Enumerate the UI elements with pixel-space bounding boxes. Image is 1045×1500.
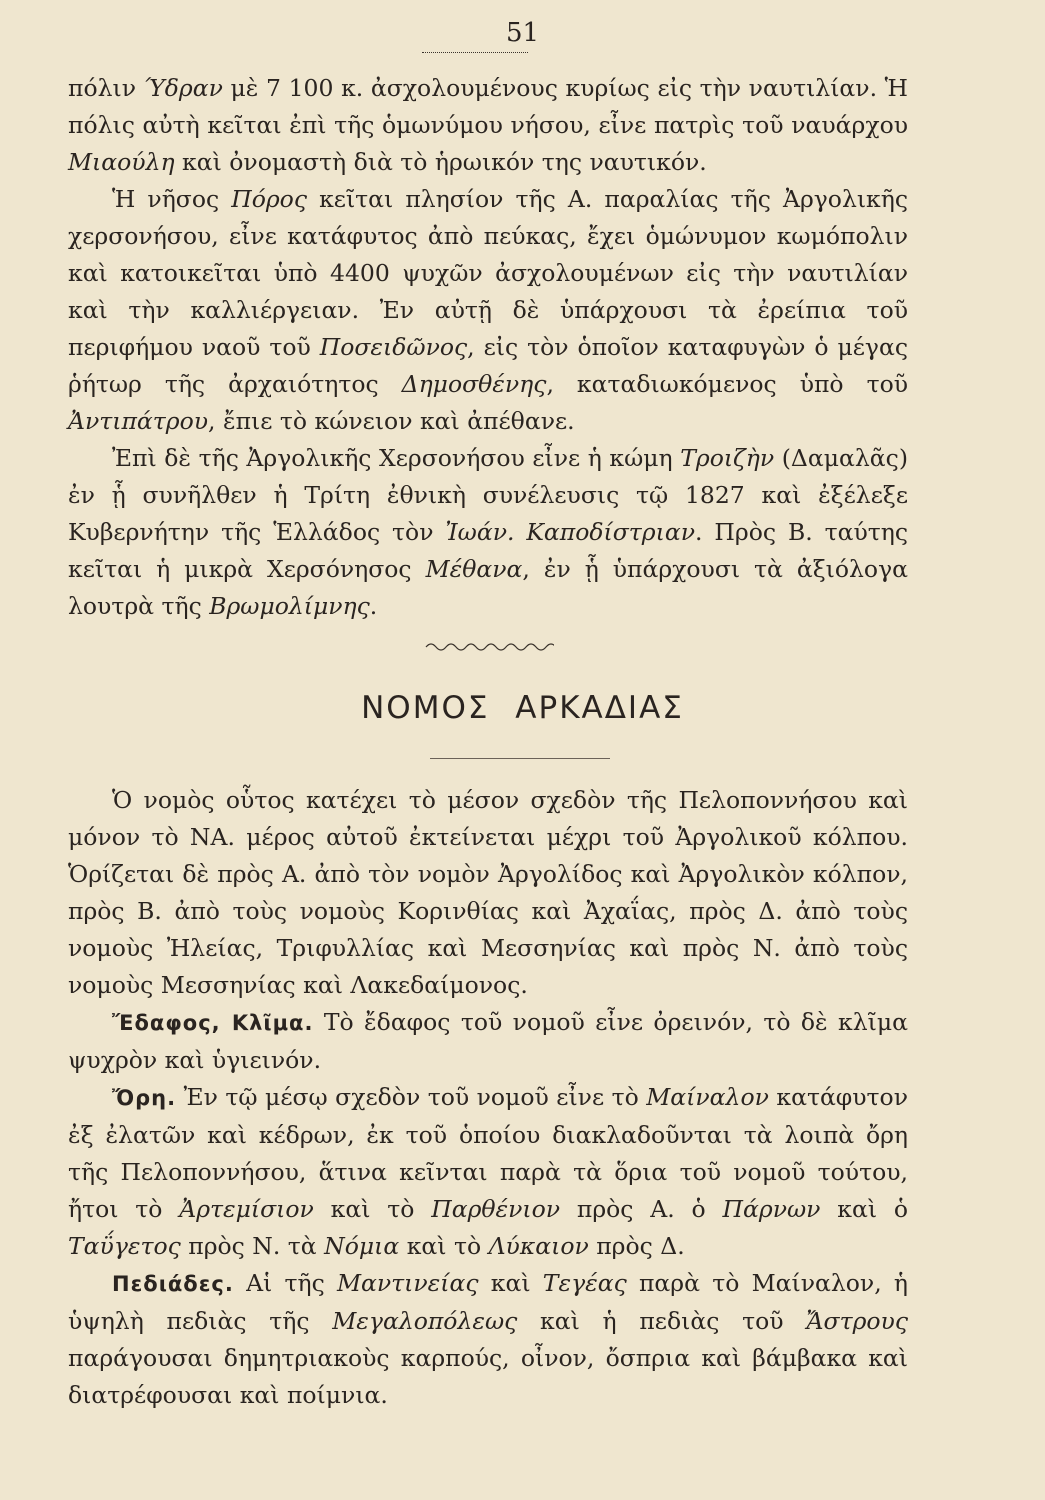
italic-term: Μαίναλον — [646, 1083, 769, 1111]
italic-term: Πάρνων — [722, 1195, 821, 1223]
italic-term: Δημοσθένης — [401, 370, 547, 398]
paragraph: Πεδιάδες. Αἱ τῆς Μαντινείας καὶ Τεγέας παρὰ τὸ Μαίναλον, ἡ ὑψηλὴ πεδιὰς τῆς Μεγαλοπόλεως καὶ ἡ πεδιὰς τοῦ Ἄστρους παράγουσαι δημητριακοὺς καρπούς, οἶνον, ὄσπρια καὶ βάμβακα καὶ διατρέφουσαι καὶ ποίμνια. — [68, 1269, 908, 1409]
paragraph-heading: Πεδιάδες. — [112, 1272, 234, 1296]
paragraph: Ἔδαφος, Κλῖμα. Τὸ ἔδαφος τοῦ νομοῦ εἶνε ὀρεινόν, τὸ δὲ κλῖμα ψυχρὸν καὶ ὑγιεινόν. — [68, 1008, 908, 1074]
paragraph: Ἐπὶ δὲ τῆς Ἀργολικῆς Χερσονήσου εἶνε ἡ κώμη Τροιζὴν (Δαμαλᾶς) ἐν ᾗ συνῆλθεν ἡ Τρίτη ἐθνικὴ συνέλευσις τῷ 1827 καὶ ἐξέλεξε Κυβερνήτην τῆς Ἑλλάδος τὸν Ἰωάν. Καποδίστριαν. Πρὸς Β. ταύτης κεῖται ἡ μικρὰ Χερσόνησος Μέθανα, ἐν ᾗ ὑπάρχουσι τὰ ἀξιόλογα λουτρὰ τῆς Βρωμολίμνης. — [68, 444, 909, 620]
header-rule — [422, 52, 528, 53]
italic-term: Πόρος — [231, 185, 307, 213]
italic-term: Βρωμολίμνης — [209, 592, 370, 620]
italic-term: Ἀρτεμίσιον — [179, 1195, 314, 1223]
page-number: 51 — [505, 18, 540, 48]
italic-term: Μέθανα — [425, 555, 523, 583]
paragraph-heading: Ὄρη. — [112, 1086, 177, 1110]
paragraph-heading: Ἔδαφος, Κλῖμα. — [112, 1011, 314, 1035]
squiggle-divider — [424, 638, 554, 656]
italic-term: Ἀντιπάτρου — [68, 407, 209, 435]
italic-term: Νόμια — [324, 1232, 400, 1260]
bottom-text-block — [68, 782, 908, 1414]
italic-term: Ύδραν — [143, 74, 223, 102]
italic-term: Ποσειδῶνος — [319, 333, 468, 361]
paragraph: πόλιν Ύδραν μὲ 7 100 κ. ἀσχολουμένους κυρίως εἰς τὴν ναυτιλίαν. Ἡ πόλις αὐτὴ κεῖται ἐπὶ τῆς ὁμωνύμου νήσου, εἶνε πατρὶς τοῦ ναυάρχου Μιαούλη καὶ ὀνομαστὴ διὰ τὸ ἡρωικόν της ναυτικόν. — [68, 74, 909, 176]
italic-term: Ἰωάν. Καποδίστριαν — [445, 518, 695, 546]
italic-term: Λύκαιον — [488, 1232, 589, 1260]
paragraph: Ὁ νομὸς οὗτος κατέχει τὸ μέσον σχεδὸν τῆς Πελοποννήσου καὶ μόνον τὸ ΝΑ. μέρος αὐτοῦ ἐκτείνεται μέχρι τοῦ Ἀργολικοῦ κόλπου. Ὁρίζεται δὲ πρὸς Α. ἀπὸ τὸν νομὸν Ἀργολίδος καὶ Ἀργολικὸν κόλπον, πρὸς Β. ἀπὸ τοὺς νομοὺς Κορινθίας καὶ Ἀχαΐας, πρὸς Δ. ἀπὸ τοὺς νομοὺς Ἠλείας, Τριφυλλίας καὶ Μεσσηνίας καὶ πρὸς Ν. ἀπὸ τοὺς νομοὺς Μεσσηνίας καὶ Λακεδαίμονος. — [68, 786, 908, 999]
title-rule — [430, 758, 610, 759]
italic-term: Ταΰγετος — [68, 1232, 181, 1260]
italic-term: Μιαούλη — [68, 148, 175, 176]
italic-term: Μεγαλοπόλεως — [332, 1307, 518, 1335]
italic-term: Τεγέας — [542, 1269, 627, 1297]
paragraph: Ὄρη. Ἐν τῷ μέσῳ σχεδὸν τοῦ νομοῦ εἶνε τὸ Μαίναλον κατάφυτον ἐξ ἐλατῶν καὶ κέδρων, ἐκ τοῦ ὁποίου διακλαδοῦνται τὰ λοιπὰ ὄρη τῆς Πελοποννήσου, ἅτινα κεῖνται παρὰ τὰ ὅρια τοῦ νομοῦ τούτου, ἤτοι τὸ Ἀρτεμίσιον καὶ τὸ Παρθένιον πρὸς Α. ὁ Πάρνων καὶ ὁ Ταΰγετος πρὸς Ν. τὰ Νόμια καὶ τὸ Λύκαιον πρὸς Δ. — [68, 1083, 908, 1260]
italic-term: Ἄστρους — [806, 1307, 908, 1335]
top-text-block — [68, 70, 908, 625]
section-title: ΝΟΜΟΣ ΑΡΚΑΔΙΑΣ — [361, 690, 684, 726]
italic-term: Μαντινείας — [336, 1269, 479, 1297]
italic-term: Παρθένιον — [431, 1195, 561, 1223]
italic-term: Τροιζὴν — [680, 444, 775, 472]
paragraph: Ἡ νῆσος Πόρος κεῖται πλησίον τῆς Α. παραλίας τῆς Ἀργολικῆς χερσονήσου, εἶνε κατάφυτος ἀπὸ πεύκας, ἔχει ὁμώνυμον κωμόπολιν καὶ κατοικεῖται ὑπὸ 4400 ψυχῶν ἀσχολουμένων εἰς τὴν ναυτιλίαν καὶ τὴν καλλιέργειαν. Ἐν αὐτῇ δὲ ὑπάρχουσι τὰ ἐρείπια τοῦ περιφήμου ναοῦ τοῦ Ποσειδῶνος, εἰς τὸν ὁποῖον καταφυγὼν ὁ μέγας ῥήτωρ τῆς ἀρχαιότητος Δημοσθένης, καταδιωκόμενος ὑπὸ τοῦ Ἀντιπάτρου, ἔπιε τὸ κώνειον καὶ ἀπέθανε. — [68, 185, 909, 435]
